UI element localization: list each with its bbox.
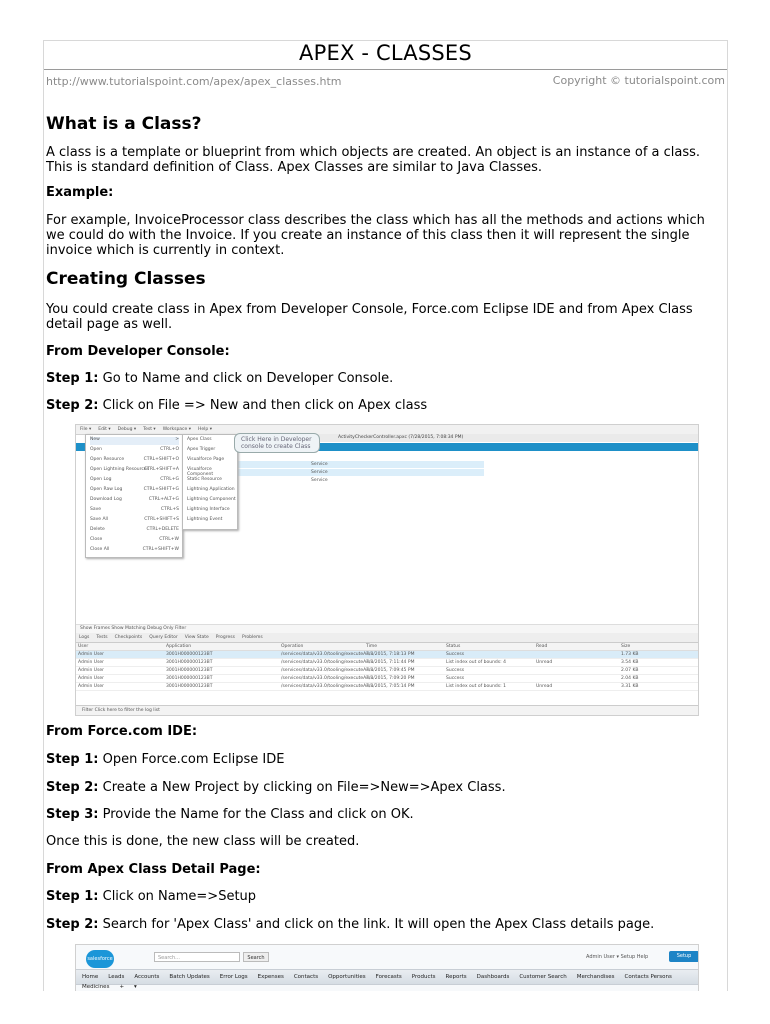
log-cell: Admin User — [78, 660, 105, 665]
console-menu-test[interactable]: Test ▾ — [143, 427, 156, 432]
log-cell: 2.07 KB — [621, 668, 639, 673]
shortcut-label: > — [175, 437, 179, 442]
log-cell: Success — [446, 668, 465, 673]
source-url[interactable]: http://www.tutorialspoint.com/apex/apex_classes.htm — [46, 75, 342, 88]
new-submenu-item[interactable]: Static Resource — [187, 477, 222, 482]
console-tab[interactable]: Checkpoints — [114, 635, 143, 640]
salesforce-tab-nav — [76, 969, 698, 990]
log-cell: 3001H000000123BT — [166, 660, 213, 665]
file-menu-item[interactable] — [90, 477, 179, 485]
search-button[interactable]: Search — [243, 952, 269, 962]
log-cell: 7/8/2015, 7:09:45 PM — [366, 668, 415, 673]
column-header: Time — [366, 644, 378, 649]
column-header: Read — [536, 644, 548, 649]
file-menu-item-label: Open Raw Log — [90, 487, 123, 492]
log-filter-footer: Filter Click here to filter the log list — [76, 705, 698, 715]
log-cell: 3001H000000123BT — [166, 684, 213, 689]
console-menu-help[interactable]: Help ▾ — [198, 427, 212, 432]
log-cell: 3001H000000123BT — [166, 652, 213, 657]
nav-tab[interactable]: Products — [411, 974, 436, 980]
nav-tab[interactable]: Contacts Persons — [624, 974, 672, 980]
new-submenu-item[interactable]: Lightning Interface — [187, 507, 230, 512]
file-menu-item[interactable] — [90, 537, 179, 545]
setup-button[interactable]: Setup — [669, 951, 699, 962]
file-menu-item[interactable] — [90, 527, 179, 535]
console-open-tab[interactable]: ActivityCheckerController.apxc (7/28/2015, 7:08:34 PM) — [338, 435, 464, 440]
nav-tab[interactable]: Reports — [445, 974, 467, 980]
console-tab[interactable]: Tests — [96, 635, 108, 640]
log-cell: Admin User — [78, 652, 105, 657]
shortcut-label: CTRL+SHIFT+O — [143, 457, 179, 462]
detail-step2: Step 2: Search for 'Apex Class' and click on the link. It will open the Apex Class details page. — [46, 917, 655, 932]
column-header: User — [78, 644, 89, 649]
user-links[interactable]: Admin User ▾ Setup Help — [586, 954, 649, 960]
log-cell: 7/8/2015, 7:11:44 PM — [366, 660, 415, 665]
console-tab[interactable]: Problems — [241, 635, 263, 640]
new-submenu-item[interactable]: Lightning Component — [187, 497, 236, 502]
log-row[interactable] — [76, 651, 698, 659]
file-menu-item[interactable] — [90, 467, 179, 475]
paragraph-class-definition: A class is a template or blueprint from which objects are created. An object is an instance of a class. This is standard definition of Class. Apex Classes are similar to Java Classes. — [46, 145, 701, 175]
new-submenu-item[interactable]: Apex Trigger — [187, 447, 216, 452]
salesforce-setup-screenshot — [75, 944, 699, 991]
dev-console-step2: Step 2: Click on File => New and then click on Apex class — [46, 398, 428, 413]
nav-tab[interactable]: Dashboards — [476, 974, 510, 980]
console-bottom-tabs — [76, 633, 698, 643]
console-bg-row: Service — [226, 461, 484, 468]
column-header: Size — [621, 644, 631, 649]
log-cell: Admin User — [78, 668, 105, 673]
page-title: APEX - CLASSES — [299, 41, 472, 65]
shortcut-label: CTRL+SHIFT+G — [143, 487, 179, 492]
log-cell: 3001H000000123BT — [166, 676, 213, 681]
log-cell: Admin User — [78, 676, 105, 681]
file-menu-item-label: New — [90, 437, 100, 442]
log-row[interactable] — [76, 675, 698, 683]
column-header: Status — [446, 644, 461, 649]
nav-tab[interactable]: Customer Search — [519, 974, 567, 980]
file-menu-item-label: Download Log — [90, 497, 122, 502]
log-cell: /services/data/v33.0/tooling/executeAn... — [281, 660, 374, 665]
file-menu-item[interactable] — [90, 447, 179, 455]
file-menu-item[interactable] — [90, 437, 179, 445]
file-menu-item-label: Open Resource — [90, 457, 125, 462]
log-cell: 7/8/2015, 7:09:20 PM — [366, 676, 415, 681]
shortcut-label: CTRL+SHIFT+W — [142, 547, 179, 552]
dev-console-label: From Developer Console: — [46, 344, 230, 359]
callout-create-class: Click Here in Developer console to create Class — [234, 433, 320, 453]
file-menu-item[interactable] — [90, 487, 179, 495]
shortcut-label: CTRL+G — [160, 477, 179, 482]
file-menu-item-label: Close — [90, 537, 103, 542]
nav-tab[interactable]: Batch Updates — [169, 974, 210, 980]
file-menu-item-label: Open — [90, 447, 103, 452]
nav-tab[interactable]: Merchandises — [576, 974, 615, 980]
file-menu-item[interactable] — [90, 507, 179, 515]
paragraph-example: For example, InvoiceProcessor class describes the class which has all the methods and actions which we could do with the Invoice. If you create an instance of this class then it will represent the single invoice which is currently in context. — [46, 213, 705, 258]
ide-step2: Step 2: Create a New Project by clicking on File=>New=>Apex Class. — [46, 780, 506, 795]
column-header: Application — [166, 644, 192, 649]
detail-step1: Step 1: Click on Name=>Setup — [46, 889, 257, 904]
file-menu-item-label: Open Log — [90, 477, 112, 482]
file-menu-item-label: Save — [90, 507, 102, 512]
log-row[interactable] — [76, 659, 698, 667]
file-menu-item-label: Save All — [90, 517, 109, 522]
shortcut-label: CTRL+DELETE — [146, 527, 179, 532]
nav-tab[interactable]: Opportunities — [328, 974, 366, 980]
console-menu-debug[interactable]: Debug ▾ — [117, 427, 137, 432]
file-menu-item-label: Delete — [90, 527, 105, 532]
log-cell: Unread — [536, 684, 553, 689]
log-cell: 7/8/2015, 7:18:13 PM — [366, 652, 415, 657]
console-tab[interactable]: Progress — [215, 635, 235, 640]
new-submenu-item[interactable]: Apex Class — [187, 437, 212, 442]
new-submenu-item[interactable]: Lightning Event — [187, 517, 223, 522]
salesforce-logo: salesforce — [86, 950, 114, 968]
shortcut-label: CTRL+O — [160, 447, 179, 452]
shortcut-label: CTRL+SHIFT+S — [144, 517, 179, 522]
nav-tab[interactable]: Accounts — [134, 974, 160, 980]
console-filter-bar: Show Frames Show Matching Debug Only Filter — [76, 624, 698, 633]
log-cell: Unread — [536, 660, 553, 665]
console-tab[interactable]: Logs — [79, 635, 90, 640]
log-cell: 3.54 KB — [621, 660, 639, 665]
log-cell: Admin User — [78, 684, 105, 689]
detail-page-label: From Apex Class Detail Page: — [46, 862, 261, 877]
new-submenu-item[interactable]: Visualforce Component — [187, 467, 214, 477]
log-cell: 1.73 KB — [621, 652, 639, 657]
log-cell: Success — [446, 676, 465, 681]
nav-tab[interactable]: Forecasts — [375, 974, 402, 980]
console-menu-edit[interactable]: Edit ▾ — [98, 427, 111, 432]
console-bg-row: Service — [226, 469, 484, 476]
log-cell: List index out of bounds: 1 — [446, 684, 506, 689]
nav-tab[interactable]: ▾ — [134, 984, 137, 990]
title-divider — [44, 69, 727, 70]
file-menu-item[interactable] — [90, 497, 179, 505]
log-cell: /services/data/v33.0/tooling/executeAn... — [281, 668, 374, 673]
nav-tab[interactable]: Error Logs — [219, 974, 248, 980]
new-submenu-item[interactable]: Visualforce Page — [187, 457, 225, 462]
nav-tab[interactable]: Leads — [108, 974, 125, 980]
search-input[interactable]: Search... — [154, 952, 240, 962]
log-row[interactable] — [76, 683, 698, 691]
log-cell: 7/8/2015, 7:05:14 PM — [366, 684, 415, 689]
copyright-notice: Copyright © tutorialspoint.com — [552, 74, 725, 87]
console-menu-file[interactable]: File ▾ — [80, 427, 92, 432]
log-cell: 3.31 KB — [621, 684, 639, 689]
new-submenu-item[interactable]: Lightning Application — [187, 487, 235, 492]
once-done-text: Once this is done, the new class will be created. — [46, 834, 360, 849]
nav-tab[interactable]: + — [119, 984, 125, 990]
log-cell: 3001H000000123BT — [166, 668, 213, 673]
shortcut-label: CTRL+S — [160, 507, 179, 512]
ide-step1: Step 1: Open Force.com Eclipse IDE — [46, 752, 285, 767]
ide-label: From Force.com IDE: — [46, 724, 198, 739]
log-cell: /services/data/v33.0/tooling/executeAn... — [281, 676, 374, 681]
nav-tab[interactable]: Contacts — [293, 974, 319, 980]
heading-what-is-class: What is a Class? — [46, 114, 202, 134]
file-menu-item-label: Open Lightning Resources — [90, 467, 149, 472]
log-cell: Success — [446, 652, 465, 657]
example-label: Example: — [46, 185, 114, 200]
shortcut-label: CTRL+ALT+G — [148, 497, 179, 502]
new-submenu — [182, 434, 238, 530]
log-row[interactable] — [76, 667, 698, 675]
file-menu-item[interactable] — [90, 547, 179, 555]
nav-tab[interactable]: Expenses — [257, 974, 284, 980]
shortcut-label: CTRL+W — [159, 537, 179, 542]
ide-step3: Step 3: Provide the Name for the Class and click on OK. — [46, 807, 414, 822]
log-table-header — [76, 643, 698, 651]
file-menu-item[interactable] — [90, 457, 179, 465]
console-menu-workspace[interactable]: Workspace ▾ — [162, 427, 191, 432]
log-cell: 2.04 KB — [621, 676, 639, 681]
column-header: Operation — [281, 644, 304, 649]
shortcut-label: CTRL+SHIFT+A — [144, 467, 179, 472]
developer-console-screenshot — [75, 424, 699, 716]
console-tab[interactable]: Query Editor — [149, 635, 178, 640]
log-cell: /services/data/v33.0/tooling/executeAn... — [281, 652, 374, 657]
file-menu-item[interactable] — [90, 517, 179, 525]
nav-tab[interactable]: Home — [82, 974, 99, 980]
file-menu-dropdown — [85, 434, 183, 558]
log-cell: List index out of bounds: 4 — [446, 660, 506, 665]
paragraph-creating: You could create class in Apex from Developer Console, Force.com Eclipse IDE and from Apex Class detail page as well. — [46, 302, 693, 332]
heading-creating-classes: Creating Classes — [46, 269, 206, 289]
log-cell: /services/data/v33.0/tooling/executeAn... — [281, 684, 374, 689]
console-bg-row: Service — [226, 477, 484, 484]
page-frame — [43, 40, 728, 991]
nav-tab[interactable]: Medicines — [82, 984, 110, 990]
console-tab[interactable]: View State — [184, 635, 209, 640]
file-menu-item-label: Close All — [90, 547, 110, 552]
dev-console-step1: Step 1: Go to Name and click on Developer Console. — [46, 371, 394, 386]
